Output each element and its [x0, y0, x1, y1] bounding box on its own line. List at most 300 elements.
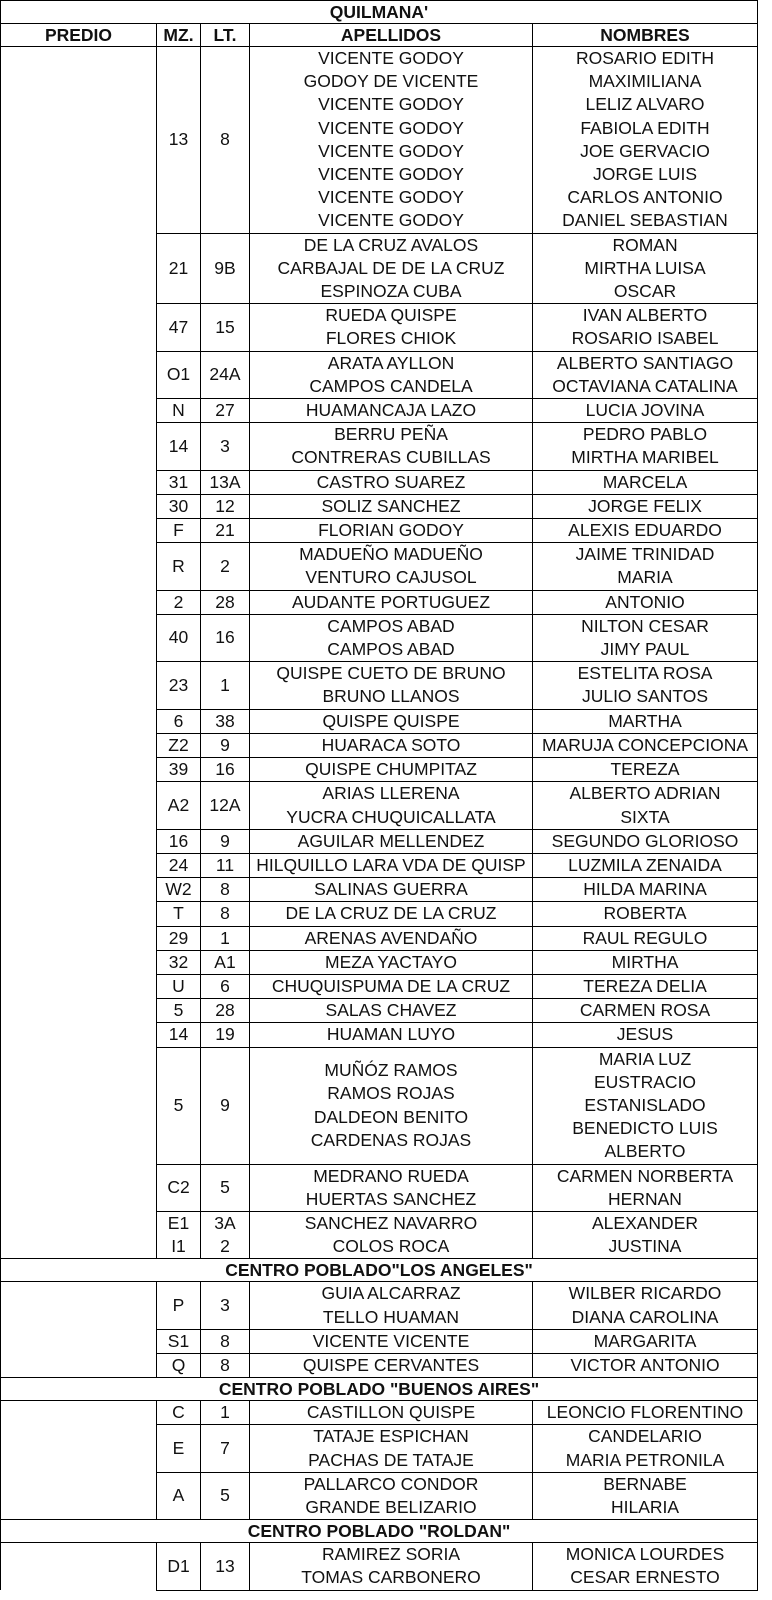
lt-value: 8 — [220, 903, 230, 924]
nombres-cell — [533, 782, 758, 829]
apellido: VICENTE VICENTE — [312, 1330, 470, 1351]
section-heading-row — [1, 1259, 758, 1282]
nombres-cell — [533, 614, 758, 661]
mz-cell — [157, 709, 201, 733]
nombre: FABIOLA EDITH — [580, 117, 710, 138]
predio-cell — [1, 758, 157, 782]
apellido: RAMIREZ SORIA — [321, 1544, 461, 1565]
nombres-cell — [533, 233, 758, 304]
apellido: HUARACA SOTO — [321, 734, 461, 755]
predio-cell — [1, 1543, 157, 1590]
lt-cell — [201, 662, 250, 709]
lt-value: 9 — [220, 830, 230, 851]
predio-cell — [1, 519, 157, 543]
apellido: DE LA CRUZ DE LA CRUZ — [285, 903, 497, 924]
lt-cell — [201, 829, 250, 853]
apellido: CARBAJAL DE DE LA CRUZ — [277, 257, 505, 278]
apellidos-cell — [250, 614, 533, 661]
apellido: VICENTE GODOY — [318, 164, 464, 185]
nombre: DIANA CAROLINA — [571, 1306, 719, 1327]
mz-cell — [157, 470, 201, 494]
nombre: JUSTINA — [608, 1236, 682, 1257]
nombre: DANIEL SEBASTIAN — [562, 210, 728, 231]
nombres-cell — [533, 853, 758, 877]
nombre: CANDELARIO — [588, 1426, 702, 1447]
nombre: ROMAN — [612, 234, 678, 255]
table-row — [1, 423, 758, 470]
table-row — [1, 1425, 758, 1472]
apellido: ARATA AYLLON — [327, 352, 455, 373]
apellido: SOLIZ SANCHEZ — [321, 495, 461, 516]
lt-cell — [201, 543, 250, 590]
apellido: CARDENAS ROJAS — [310, 1129, 472, 1150]
apellidos-cell — [250, 902, 533, 926]
lt-cell — [201, 1211, 250, 1258]
mz-cell — [157, 1353, 201, 1377]
predio-cell — [1, 1353, 157, 1377]
predio-cell — [1, 543, 157, 590]
lt-value: 13 — [215, 1555, 235, 1576]
section-heading: CENTRO POBLADO "ROLDAN" — [1, 1520, 758, 1543]
nombres-cell — [533, 494, 758, 518]
predio-cell — [1, 950, 157, 974]
predio-cell — [1, 829, 157, 853]
mz-value: 39 — [168, 759, 189, 780]
lt-value: 1 — [220, 1402, 230, 1423]
predio-cell — [1, 1329, 157, 1353]
table-row — [1, 662, 758, 709]
table-row — [1, 782, 758, 829]
table-row — [1, 1023, 758, 1047]
predio-cell — [1, 233, 157, 304]
header-lt: LT. — [201, 24, 250, 47]
nombre: EUSTRACIO — [593, 1071, 697, 1092]
lt-cell — [201, 1047, 250, 1164]
nombres-cell — [533, 758, 758, 782]
apellido: HUAMAN LUYO — [326, 1024, 456, 1045]
nombres-cell — [533, 829, 758, 853]
mz-cell — [157, 758, 201, 782]
nombres-cell — [533, 999, 758, 1023]
apellidos-cell — [250, 47, 533, 234]
mz-cell — [157, 1401, 201, 1425]
nombre: NILTON CESAR — [581, 615, 709, 636]
apellido: BERRU PEÑA — [334, 424, 448, 445]
apellidos-cell — [250, 1425, 533, 1472]
apellido: CONTRERAS CUBILLAS — [291, 447, 491, 468]
nombres-cell — [533, 733, 758, 757]
nombre: MARUJA CONCEPCIONA — [541, 734, 749, 755]
mz-cell — [157, 519, 201, 543]
apellido: MADUEÑO MADUEÑO — [299, 544, 483, 565]
table-row — [1, 590, 758, 614]
lt-value: 2 — [220, 1236, 230, 1257]
mz-cell — [157, 999, 201, 1023]
mz-cell — [157, 926, 201, 950]
table-row — [1, 709, 758, 733]
mz-cell — [157, 543, 201, 590]
table-row — [1, 999, 758, 1023]
lt-value: 24A — [209, 364, 241, 385]
nombre: ROSARIO ISABEL — [571, 328, 719, 349]
mz-cell — [157, 614, 201, 661]
nombres-cell — [533, 590, 758, 614]
section-heading-row — [1, 1520, 758, 1543]
mz-cell — [157, 950, 201, 974]
lt-value: 19 — [215, 1024, 235, 1045]
predio-cell — [1, 999, 157, 1023]
apellido: TOMAS CARBONERO — [301, 1567, 481, 1588]
table-row — [1, 758, 758, 782]
table-row — [1, 399, 758, 423]
apellido: FLORES CHIOK — [325, 328, 457, 349]
table-row — [1, 733, 758, 757]
lt-value: 3A — [214, 1212, 236, 1233]
nombre: JOE GERVACIO — [580, 140, 710, 161]
apellido: MEZA YACTAYO — [325, 951, 457, 972]
table-row — [1, 878, 758, 902]
lt-cell — [201, 494, 250, 518]
nombres-cell — [533, 662, 758, 709]
mz-value: W2 — [165, 879, 192, 900]
apellidos-cell — [250, 1329, 533, 1353]
apellido: PACHAS DE TATAJE — [308, 1449, 474, 1470]
lt-cell — [201, 1023, 250, 1047]
table-row — [1, 1329, 758, 1353]
apellido: VICENTE GODOY — [318, 94, 464, 115]
predio-cell — [1, 1401, 157, 1425]
lt-cell — [201, 1472, 250, 1519]
predio-cell — [1, 1425, 157, 1472]
predio-cell — [1, 494, 157, 518]
apellidos-cell — [250, 1282, 533, 1329]
mz-cell — [157, 1047, 201, 1164]
mz-cell — [157, 1329, 201, 1353]
mz-value: 32 — [168, 951, 189, 972]
nombre: MARIA — [617, 567, 673, 588]
apellidos-cell — [250, 926, 533, 950]
table-row — [1, 853, 758, 877]
header-mz: MZ. — [157, 24, 201, 47]
lt-value: 12 — [215, 495, 235, 516]
mz-cell — [157, 878, 201, 902]
table-row — [1, 1543, 758, 1590]
lt-cell — [201, 470, 250, 494]
table-row — [1, 1211, 758, 1258]
apellido: QUISPE CERVANTES — [302, 1354, 480, 1375]
apellido: DALDEON BENITO — [313, 1106, 469, 1127]
predio-cell — [1, 902, 157, 926]
lt-cell — [201, 709, 250, 733]
mz-value: S1 — [167, 1330, 190, 1351]
nombre: MARIA LUZ — [598, 1048, 692, 1069]
nombre: CESAR ERNESTO — [570, 1567, 720, 1588]
lt-value: 15 — [215, 316, 235, 337]
table-row — [1, 926, 758, 950]
table-row — [1, 304, 758, 351]
mz-value: F — [173, 520, 184, 541]
mz-value: 23 — [168, 674, 189, 695]
nombre: JAIME TRINIDAD — [575, 544, 715, 565]
lt-value: 28 — [215, 1000, 235, 1021]
nombres-cell — [533, 1164, 758, 1211]
nombre: LELIZ ALVARO — [585, 94, 705, 115]
mz-cell — [157, 423, 201, 470]
apellidos-cell — [250, 1047, 533, 1164]
apellidos-cell — [250, 1353, 533, 1377]
mz-cell — [157, 853, 201, 877]
apellidos-cell — [250, 782, 533, 829]
apellidos-cell — [250, 950, 533, 974]
mz-value: 40 — [168, 627, 189, 648]
mz-value: 24 — [168, 854, 189, 875]
lt-value: 9 — [220, 1094, 230, 1115]
mz-value: R — [172, 555, 185, 576]
apellido: ARIAS LLERENA — [322, 783, 460, 804]
predio-cell — [1, 1282, 157, 1329]
apellido: RAMOS ROJAS — [327, 1083, 455, 1104]
apellido: SALAS CHAVEZ — [325, 1000, 457, 1021]
nombres-cell — [533, 351, 758, 398]
mz-cell — [157, 1211, 201, 1258]
sheet-title: QUILMANA' — [1, 1, 758, 24]
lt-value: 38 — [215, 710, 235, 731]
section-heading: CENTRO POBLADO "BUENOS AIRES" — [1, 1378, 758, 1401]
nombre: ALEXANDER — [592, 1212, 699, 1233]
mz-value: 5 — [173, 1094, 184, 1115]
mz-value: 30 — [168, 495, 189, 516]
apellidos-cell — [250, 853, 533, 877]
mz-value: E1 — [167, 1212, 190, 1233]
table-row — [1, 1472, 758, 1519]
table-row — [1, 1282, 758, 1329]
table-row — [1, 351, 758, 398]
lt-value: 7 — [220, 1437, 230, 1458]
predio-cell — [1, 709, 157, 733]
predio-cell — [1, 590, 157, 614]
apellido: QUISPE QUISPE — [322, 710, 460, 731]
table-row — [1, 829, 758, 853]
predio-cell — [1, 733, 157, 757]
lt-cell — [201, 590, 250, 614]
apellido: SALINAS GUERRA — [314, 879, 468, 900]
nombres-cell — [533, 950, 758, 974]
apellidos-cell — [250, 233, 533, 304]
lt-value: 1 — [220, 674, 230, 695]
lt-cell — [201, 1353, 250, 1377]
section-heading: CENTRO POBLADO"LOS ANGELES" — [1, 1259, 758, 1282]
table-row — [1, 1353, 758, 1377]
apellido: HILQUILLO LARA VDA DE QUISP — [256, 854, 526, 875]
nombre: TEREZA DELIA — [583, 975, 707, 996]
lt-cell — [201, 782, 250, 829]
nombres-cell — [533, 1401, 758, 1425]
header-predio: PREDIO — [1, 24, 157, 47]
mz-value: A2 — [167, 794, 190, 815]
header-apellidos: APELLIDOS — [250, 24, 533, 47]
table-row — [1, 1401, 758, 1425]
lt-cell — [201, 1543, 250, 1590]
apellido: HUAMANCAJA LAZO — [305, 400, 477, 421]
nombres-cell — [533, 399, 758, 423]
apellido: YUCRA CHUQUICALLATA — [286, 806, 496, 827]
nombre: ESTANISLADO — [584, 1094, 706, 1115]
apellidos-cell — [250, 423, 533, 470]
nombre: MIRTHA — [611, 951, 679, 972]
mz-value: 14 — [168, 1024, 189, 1045]
apellidos-cell — [250, 709, 533, 733]
mz-value: 31 — [168, 471, 189, 492]
mz-value: N — [172, 400, 185, 421]
apellidos-cell — [250, 494, 533, 518]
nombre: MARTHA — [608, 710, 682, 731]
lt-cell — [201, 423, 250, 470]
lt-value: 11 — [215, 854, 235, 875]
lt-value: 1 — [220, 927, 230, 948]
nombre: JORGE FELIX — [588, 495, 702, 516]
apellido: CAMPOS ABAD — [327, 615, 455, 636]
nombres-cell — [533, 1472, 758, 1519]
apellido: HUERTAS SANCHEZ — [305, 1188, 477, 1209]
nombres-cell — [533, 1047, 758, 1164]
predio-cell — [1, 351, 157, 398]
apellidos-cell — [250, 1023, 533, 1047]
apellido: BRUNO LLANOS — [322, 686, 460, 707]
mz-value: I1 — [171, 1236, 186, 1257]
lt-cell — [201, 902, 250, 926]
mz-value: 6 — [173, 710, 184, 731]
mz-cell — [157, 1543, 201, 1590]
nombre: ROSARIO EDITH — [575, 48, 715, 68]
apellido: VICENTE GODOY — [318, 140, 464, 161]
apellido: SANCHEZ NAVARRO — [304, 1212, 478, 1233]
apellido: VICENTE GODOY — [318, 117, 464, 138]
nombres-cell — [533, 423, 758, 470]
nombres-cell — [533, 1282, 758, 1329]
nombre: IVAN ALBERTO — [582, 305, 708, 326]
lt-value: 21 — [215, 520, 235, 541]
apellidos-cell — [250, 999, 533, 1023]
predio-cell — [1, 1047, 157, 1164]
lt-value: 8 — [220, 1330, 230, 1351]
nombre: MAXIMILIANA — [588, 71, 702, 92]
mz-value: 14 — [168, 435, 189, 456]
nombre: ESTELITA ROSA — [577, 663, 713, 684]
table-row — [1, 543, 758, 590]
mz-cell — [157, 1282, 201, 1329]
nombres-cell — [533, 1023, 758, 1047]
nombres-cell — [533, 1211, 758, 1258]
nombres-cell — [533, 519, 758, 543]
apellido: GUIA ALCARRAZ — [321, 1283, 461, 1304]
mz-value: 16 — [168, 830, 189, 851]
mz-value: 13 — [168, 129, 189, 150]
mz-cell — [157, 782, 201, 829]
lt-cell — [201, 351, 250, 398]
lt-cell — [201, 519, 250, 543]
table-row — [1, 519, 758, 543]
lt-cell — [201, 1401, 250, 1425]
lt-value: 8 — [220, 1354, 230, 1375]
nombre: JORGE LUIS — [592, 164, 698, 185]
apellidos-cell — [250, 1164, 533, 1211]
nombres-cell — [533, 543, 758, 590]
nombre: MARGARITA — [593, 1330, 697, 1351]
nombre: PEDRO PABLO — [582, 424, 708, 445]
nombre: ALBERTO SANTIAGO — [556, 352, 734, 373]
nombre: WILBER RICARDO — [568, 1283, 722, 1304]
lt-value: 6 — [220, 975, 230, 996]
nombre: MARCELA — [602, 471, 688, 492]
lt-value: 5 — [220, 1485, 230, 1506]
apellido: TATAJE ESPICHAN — [313, 1426, 469, 1447]
nombre: BERNABE — [603, 1473, 687, 1494]
apellido: QUISPE CUETO DE BRUNO — [276, 663, 506, 684]
lt-value: 27 — [215, 400, 235, 421]
apellidos-cell — [250, 1472, 533, 1519]
mz-cell — [157, 47, 201, 234]
predio-cell — [1, 853, 157, 877]
lt-cell — [201, 1329, 250, 1353]
nombres-cell — [533, 304, 758, 351]
nombres-cell — [533, 926, 758, 950]
lt-cell — [201, 1164, 250, 1211]
apellido: CASTILLON QUISPE — [306, 1402, 476, 1423]
apellidos-cell — [250, 878, 533, 902]
mz-value: Q — [171, 1354, 186, 1375]
nombre: ANTONIO — [605, 591, 685, 612]
lt-cell — [201, 733, 250, 757]
mz-value: 29 — [168, 927, 189, 948]
nombre: ALBERTO — [604, 1141, 686, 1162]
table-row — [1, 470, 758, 494]
nombre: LUZMILA ZENAIDA — [568, 854, 722, 875]
mz-value: T — [173, 903, 184, 924]
apellido: AGUILAR MELLENDEZ — [297, 830, 485, 851]
mz-value: E — [172, 1437, 185, 1458]
apellido: COLOS ROCA — [332, 1236, 450, 1257]
apellido: VICENTE GODOY — [318, 48, 464, 68]
nombres-cell — [533, 1353, 758, 1377]
apellido: CASTRO SUAREZ — [316, 471, 466, 492]
lt-cell — [201, 926, 250, 950]
lt-cell — [201, 304, 250, 351]
nombres-cell — [533, 878, 758, 902]
predio-cell — [1, 1164, 157, 1211]
table-row — [1, 950, 758, 974]
mz-cell — [157, 1472, 201, 1519]
nombre: ROBERTA — [603, 903, 687, 924]
nombre: JULIO SANTOS — [581, 686, 709, 707]
nombre: OSCAR — [613, 281, 677, 302]
lt-value: 13A — [209, 471, 241, 492]
table-row — [1, 614, 758, 661]
apellido: DE LA CRUZ AVALOS — [303, 234, 479, 255]
predio-cell — [1, 47, 157, 234]
apellido: MUÑÓZ RAMOS — [324, 1060, 458, 1081]
lt-value: 8 — [220, 879, 230, 900]
nombre: HERNAN — [608, 1188, 682, 1209]
apellidos-cell — [250, 974, 533, 998]
nombre: JIMY PAUL — [600, 639, 690, 660]
predio-cell — [1, 470, 157, 494]
apellidos-cell — [250, 590, 533, 614]
lt-value: 9B — [214, 257, 236, 278]
apellidos-cell — [250, 758, 533, 782]
apellido: CAMPOS ABAD — [327, 639, 455, 660]
apellido: PALLARCO CONDOR — [303, 1473, 479, 1494]
nombres-cell — [533, 1425, 758, 1472]
